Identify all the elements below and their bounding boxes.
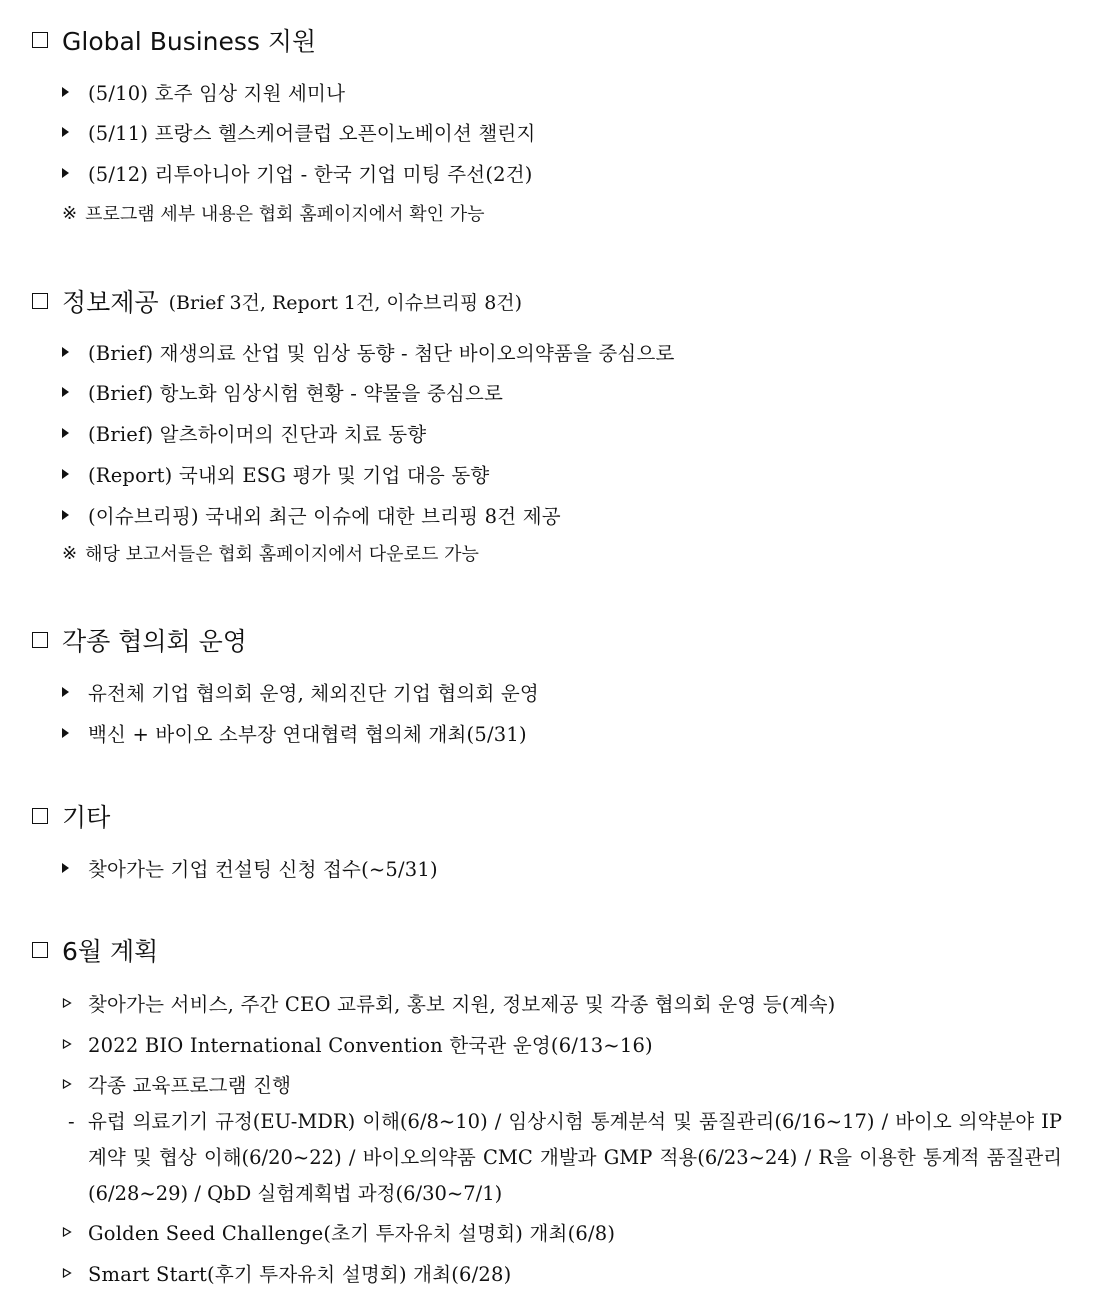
list-item-text: 찾아가는 기업 컨설팅 신청 접수(~5/31) — [88, 858, 438, 881]
triangle-bullet-icon — [62, 728, 69, 738]
list-item — [62, 1029, 653, 1059]
checkbox-square-icon — [32, 942, 48, 958]
checkbox-square-icon — [32, 32, 48, 48]
list-item — [62, 377, 503, 407]
note-text: 프로그램 세부 내용은 협회 홈페이지에서 확인 가능 — [85, 204, 485, 225]
list-item — [62, 418, 426, 448]
program-detail-text: 유럽 의료기기 규정(EU-MDR) 이해(6/8~10) / 임상시험 통계분석 및 품질관리(6/16~17) / 바이오 의약분야 IP 계약 및 협상 이해(6/20~22) / 바이오의약품 CMC 개발과 GMP 적용(6/23~24) / R을 이용한 통계적 품질관리(6/28~29) / QbD 실험계획법 과정(6/30~7/1) — [88, 1110, 1062, 1205]
note-text: 해당 보고서들은 협회 홈페이지에서 다운로드 가능 — [85, 544, 479, 565]
list-item-text: Smart Start(후기 투자유치 설명회) 개최(6/28) — [88, 1263, 512, 1286]
triangle-bullet-icon — [62, 127, 69, 137]
section-title: 기타 — [62, 803, 111, 832]
list-item — [62, 158, 533, 188]
section-heading-info — [32, 283, 522, 319]
open-triangle-bullet-icon — [62, 1039, 72, 1049]
section-heading-global-business — [32, 22, 316, 58]
list-item — [62, 1069, 291, 1099]
list-item — [62, 500, 561, 530]
triangle-bullet-icon — [62, 87, 69, 97]
section-subtitle: (Brief 3건, Report 1건, 이슈브리핑 8건) — [168, 291, 523, 314]
list-item-text: (5/10) 호주 임상 지원 세미나 — [88, 82, 346, 105]
list-item — [62, 718, 527, 748]
list-item-text: 백신 + 바이오 소부장 연대협력 협의체 개최(5/31) — [88, 723, 527, 746]
section-title: 6월 계획 — [62, 937, 159, 966]
section-title: Global Business 지원 — [62, 27, 317, 56]
reference-mark-icon: ※ — [62, 202, 78, 224]
triangle-bullet-icon — [62, 168, 69, 178]
list-item-text: 2022 BIO International Convention 한국관 운영(6/13~16) — [88, 1034, 653, 1057]
section-title: 정보제공 — [62, 288, 159, 317]
list-item-text: (Brief) 알츠하이머의 진단과 치료 동향 — [88, 423, 427, 446]
list-item-text: (Report) 국내외 ESG 평가 및 기업 대응 동향 — [88, 464, 490, 487]
list-item — [62, 117, 536, 147]
triangle-bullet-icon — [62, 510, 69, 520]
list-item-text: 찾아가는 서비스, 주간 CEO 교류회, 홍보 지원, 정보제공 및 각종 협의회 운영 등(계속) — [88, 993, 836, 1016]
list-item — [62, 853, 438, 883]
list-item-text: (이슈브리핑) 국내외 최근 이슈에 대한 브리핑 8건 제공 — [88, 505, 561, 528]
triangle-bullet-icon — [62, 428, 69, 438]
dash-bullet-icon: - — [68, 1110, 75, 1133]
open-triangle-bullet-icon — [62, 1268, 72, 1278]
list-item — [62, 337, 675, 367]
list-item — [62, 1258, 511, 1288]
checkbox-square-icon — [32, 293, 48, 309]
list-item — [62, 459, 489, 489]
section-note — [62, 538, 479, 568]
checkbox-square-icon — [32, 632, 48, 648]
list-item — [62, 77, 345, 107]
reference-mark-icon: ※ — [62, 542, 78, 564]
list-item-text: (Brief) 재생의료 산업 및 임상 동향 - 첨단 바이오의약품을 중심으로 — [88, 342, 675, 365]
open-triangle-bullet-icon — [62, 998, 72, 1008]
list-item — [62, 988, 835, 1018]
open-triangle-bullet-icon — [62, 1227, 72, 1237]
list-item-text: (5/12) 리투아니아 기업 - 한국 기업 미팅 주선(2건) — [88, 163, 533, 186]
list-item-text: (Brief) 항노화 임상시험 현황 - 약물을 중심으로 — [88, 382, 504, 405]
list-item — [62, 1217, 615, 1247]
list-item-text: Golden Seed Challenge(초기 투자유치 설명회) 개최(6/8) — [88, 1222, 616, 1245]
triangle-bullet-icon — [62, 687, 69, 697]
open-triangle-bullet-icon — [62, 1079, 72, 1089]
list-item — [62, 677, 539, 707]
section-note — [62, 198, 485, 228]
triangle-bullet-icon — [62, 469, 69, 479]
section-title: 각종 협의회 운영 — [62, 627, 247, 656]
list-item-text: 각종 교육프로그램 진행 — [88, 1074, 292, 1097]
list-item-text: 유전체 기업 협의회 운영, 체외진단 기업 협의회 운영 — [88, 682, 539, 705]
section-heading-councils — [32, 622, 247, 658]
program-detail — [68, 1104, 1062, 1212]
list-item-text: (5/11) 프랑스 헬스케어클럽 오픈이노베이션 챌린지 — [88, 122, 536, 145]
triangle-bullet-icon — [62, 863, 69, 873]
section-heading-june-plan — [32, 932, 158, 968]
triangle-bullet-icon — [62, 387, 69, 397]
section-heading-etc — [32, 798, 110, 834]
triangle-bullet-icon — [62, 347, 69, 357]
checkbox-square-icon — [32, 808, 48, 824]
